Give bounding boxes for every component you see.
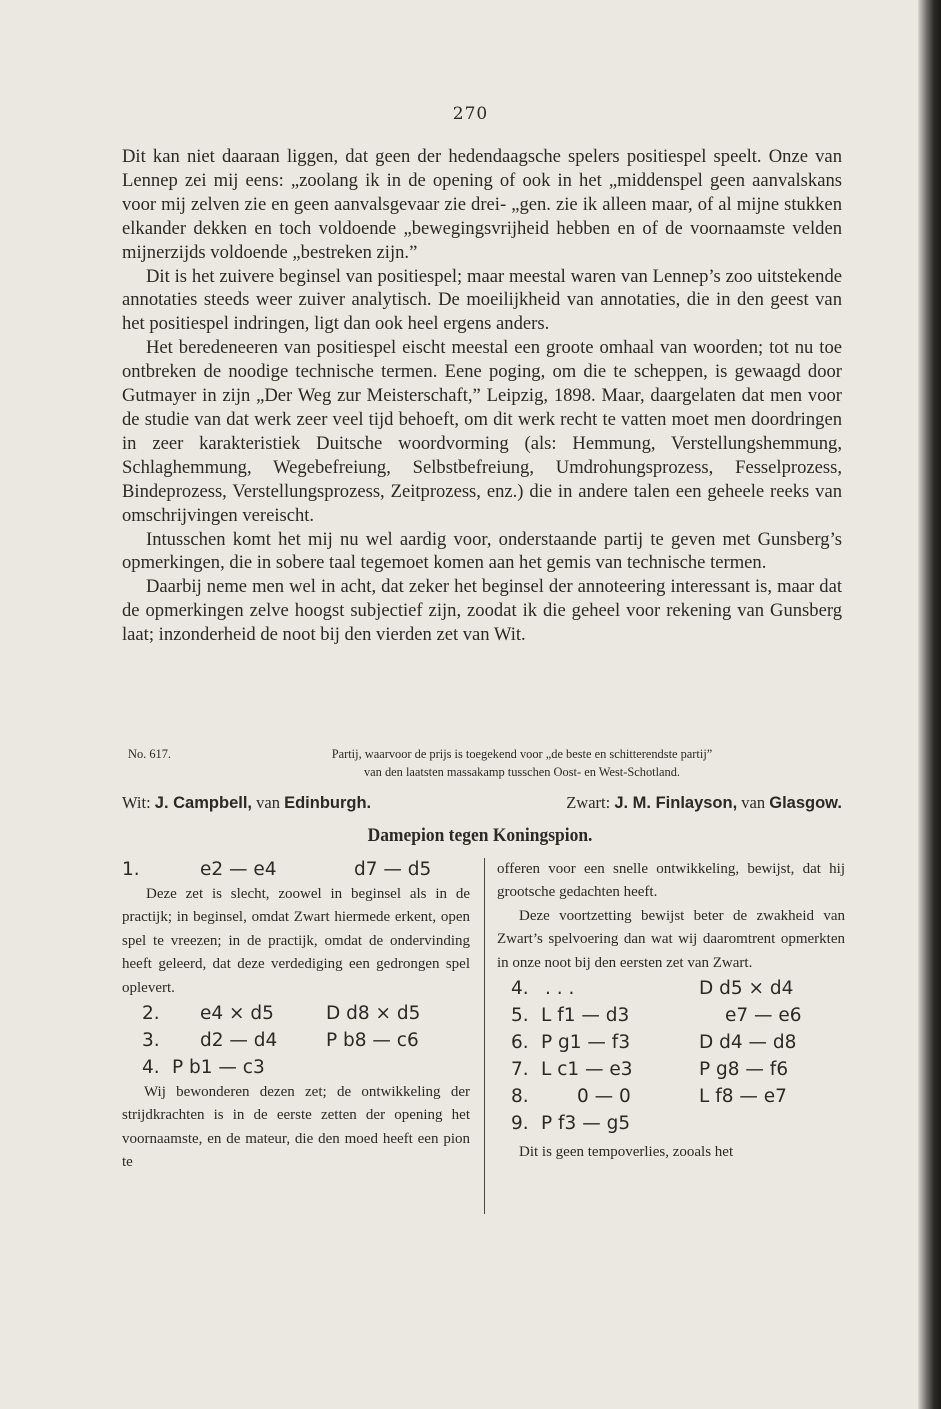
page-number: 270 bbox=[452, 104, 489, 124]
move-row bbox=[497, 1083, 845, 1110]
white-city: Edinburgh. bbox=[284, 794, 372, 812]
black-player bbox=[566, 793, 842, 813]
annotation: offeren voor een snelle ontwikkeling, bewijst, dat hij grootsche gedachten heeft. bbox=[497, 861, 845, 901]
move-row bbox=[122, 1054, 470, 1081]
white-move: e2 — e4 bbox=[200, 859, 277, 880]
game-description-line-1: Partij, waarvoor de prijs is toegekend voor „de beste en schitterendste partij” bbox=[331, 747, 713, 761]
paragraph-1: Dit kan niet daaraan liggen, dat geen der hedendaagsche spelers positiespel speelt. Onze van Lennep zei mij eens: „zoolang ik in de opening of ook in het „middenspel geen aanvalskans voor mij zelven zie en geen aanvalsgevaar zie drei- „gen. zie ik alleen maar, of al mijne stukken elkander dekken en toch voldoende „bewegingsvrijheid hebben en of de voornaamste velden mijnerzijds voldoende „bestreken zijn.” bbox=[122, 146, 842, 263]
game-description-line-2: van den laatsten massakamp tusschen Oost- en West-Schotland. bbox=[363, 765, 681, 779]
move-number: 8. bbox=[511, 1086, 529, 1108]
black-city: Glasgow. bbox=[769, 794, 842, 812]
move-row bbox=[122, 1000, 470, 1027]
black-from: van bbox=[741, 793, 766, 812]
black-move: L f8 — e7 bbox=[699, 1086, 787, 1108]
move-row bbox=[497, 1002, 845, 1029]
white-move: . . . bbox=[545, 978, 575, 1000]
white-move: P b1 — c3 bbox=[172, 1057, 265, 1079]
move-row bbox=[497, 975, 845, 1002]
black-move: P g8 — f6 bbox=[699, 1059, 789, 1081]
intro-text bbox=[122, 145, 842, 647]
black-move: P b8 — c6 bbox=[326, 1030, 419, 1052]
paragraph-2: Dit is het zuivere beginsel van positiespel; maar meestal waren van Lennep’s zoo uitstekende annotaties steeds weer zuiver analytisch. De moeilijkheid van annotaties, die in den geest van het positiespel indringen, ligt dan ook heel ergens anders. bbox=[122, 265, 842, 335]
white-player bbox=[122, 793, 371, 813]
black-move: D d5 × d4 bbox=[699, 978, 794, 1000]
right-column bbox=[497, 858, 845, 1164]
annotation: Deze zet is slecht, zoowel in beginsel als in de practijk; in beginsel, omdat Zwart hiermede erkent, open spel te vreezen; in de practijk, omdat de ondervinding heeft geleerd, dat deze verdediging een gedrongen spel oplevert. bbox=[122, 886, 470, 996]
black-move: e7 — e6 bbox=[725, 1005, 802, 1027]
move-row bbox=[497, 1056, 845, 1083]
white-move: P g1 — f3 bbox=[541, 1032, 631, 1054]
annotation: Wij bewonderen dezen zet; de ontwikkeling der strijdkrachten is in de eerste zetten der opening het voornaamste, en de mateur, die den moed heeft een pion te bbox=[122, 1084, 470, 1171]
white-move: d2 — d4 bbox=[200, 1030, 278, 1052]
move-number: 4. bbox=[142, 1057, 160, 1079]
move-number: 3. bbox=[142, 1030, 160, 1052]
players-line bbox=[122, 793, 842, 819]
white-move: e4 × d5 bbox=[200, 1003, 274, 1025]
move-number: 1. bbox=[122, 859, 140, 880]
game-description bbox=[232, 745, 812, 781]
white-move: L f1 — d3 bbox=[541, 1005, 630, 1027]
white-player-name: J. Campbell, bbox=[154, 794, 252, 812]
page-edge-shadow bbox=[918, 0, 941, 1409]
move-row bbox=[122, 856, 470, 883]
annotation: Deze voortzetting bewijst beter de zwakheid van Zwart’s spelvoering dan wat wij daaromtrent opmerkten in onze noot bij den eersten zet van Zwart. bbox=[497, 907, 845, 971]
black-move: D d4 — d8 bbox=[699, 1032, 797, 1054]
black-move: D d8 × d5 bbox=[326, 1003, 421, 1025]
paragraph-4: Intusschen komt het mij nu wel aardig voor, onderstaande partij te geven met Gunsberg’s opmerkingen, die in sobere taal tegemoet komen aan het gemis van technische termen. bbox=[122, 528, 842, 574]
black-move: d7 — d5 bbox=[354, 859, 432, 880]
paragraph-3: Het beredeneeren van positiespel eischt meestal een groote omhaal van woorden; tot nu toe ontbreken de noodige technische termen. Eene poging, om die te scheppen, is gewaagd door Gutmayer in zijn „Der Weg zur Meisterschaft,” Leipzig, 1898. Maar, daargelaten dat men voor de studie van dat werk zeer veel tijd behoeft, om dit werk recht te vatten moet men doordringen in zeer karakteristiek Duitsche woordvorming (als: Hemmung, Verstellungshemmung, Schlaghemmung, Wegebefreiung, Selbstbefreiung, Umdrohungsprozess, Fesselprozess, Bindeprozess, Verstellungsprozess, Zeitprozess, enz.) die in andere talen een geheele reeks van omschrijvingen vereischt. bbox=[122, 337, 842, 526]
white-label: Wit: bbox=[122, 793, 151, 812]
opening-title: Damepion tegen Koningspion. bbox=[367, 825, 593, 846]
move-number: 6. bbox=[511, 1032, 529, 1054]
left-column bbox=[122, 856, 470, 1175]
move-number: 7. bbox=[511, 1059, 529, 1081]
move-row bbox=[497, 1029, 845, 1056]
column-divider bbox=[484, 858, 485, 1214]
move-number: 4. bbox=[511, 978, 529, 1000]
move-row bbox=[122, 1027, 470, 1054]
white-from: van bbox=[256, 793, 280, 812]
paragraph-5: Daarbij neme men wel in acht, dat zeker het beginsel der annoteering interessant is, maar dat de opmerkingen zelve hoogst subjectief zijn, zoodat ik die geheel voor rekening van Gunsberg laat; inzonderheid de noot bij den vierden zet van Wit. bbox=[122, 576, 842, 646]
white-move: L c1 — e3 bbox=[541, 1059, 633, 1081]
white-move: P f3 — g5 bbox=[541, 1113, 631, 1135]
white-move: 0 — 0 bbox=[577, 1086, 631, 1108]
move-number: 5. bbox=[511, 1005, 529, 1027]
move-number: 2. bbox=[142, 1003, 160, 1025]
black-player-name: J. M. Finlayson, bbox=[614, 794, 738, 812]
game-number: No. 617. bbox=[128, 747, 172, 761]
move-number: 9. bbox=[511, 1113, 529, 1135]
move-row bbox=[497, 1110, 845, 1137]
annotation: Dit is geen tempoverlies, zooals het bbox=[519, 1144, 734, 1161]
black-label: Zwart: bbox=[566, 793, 611, 812]
